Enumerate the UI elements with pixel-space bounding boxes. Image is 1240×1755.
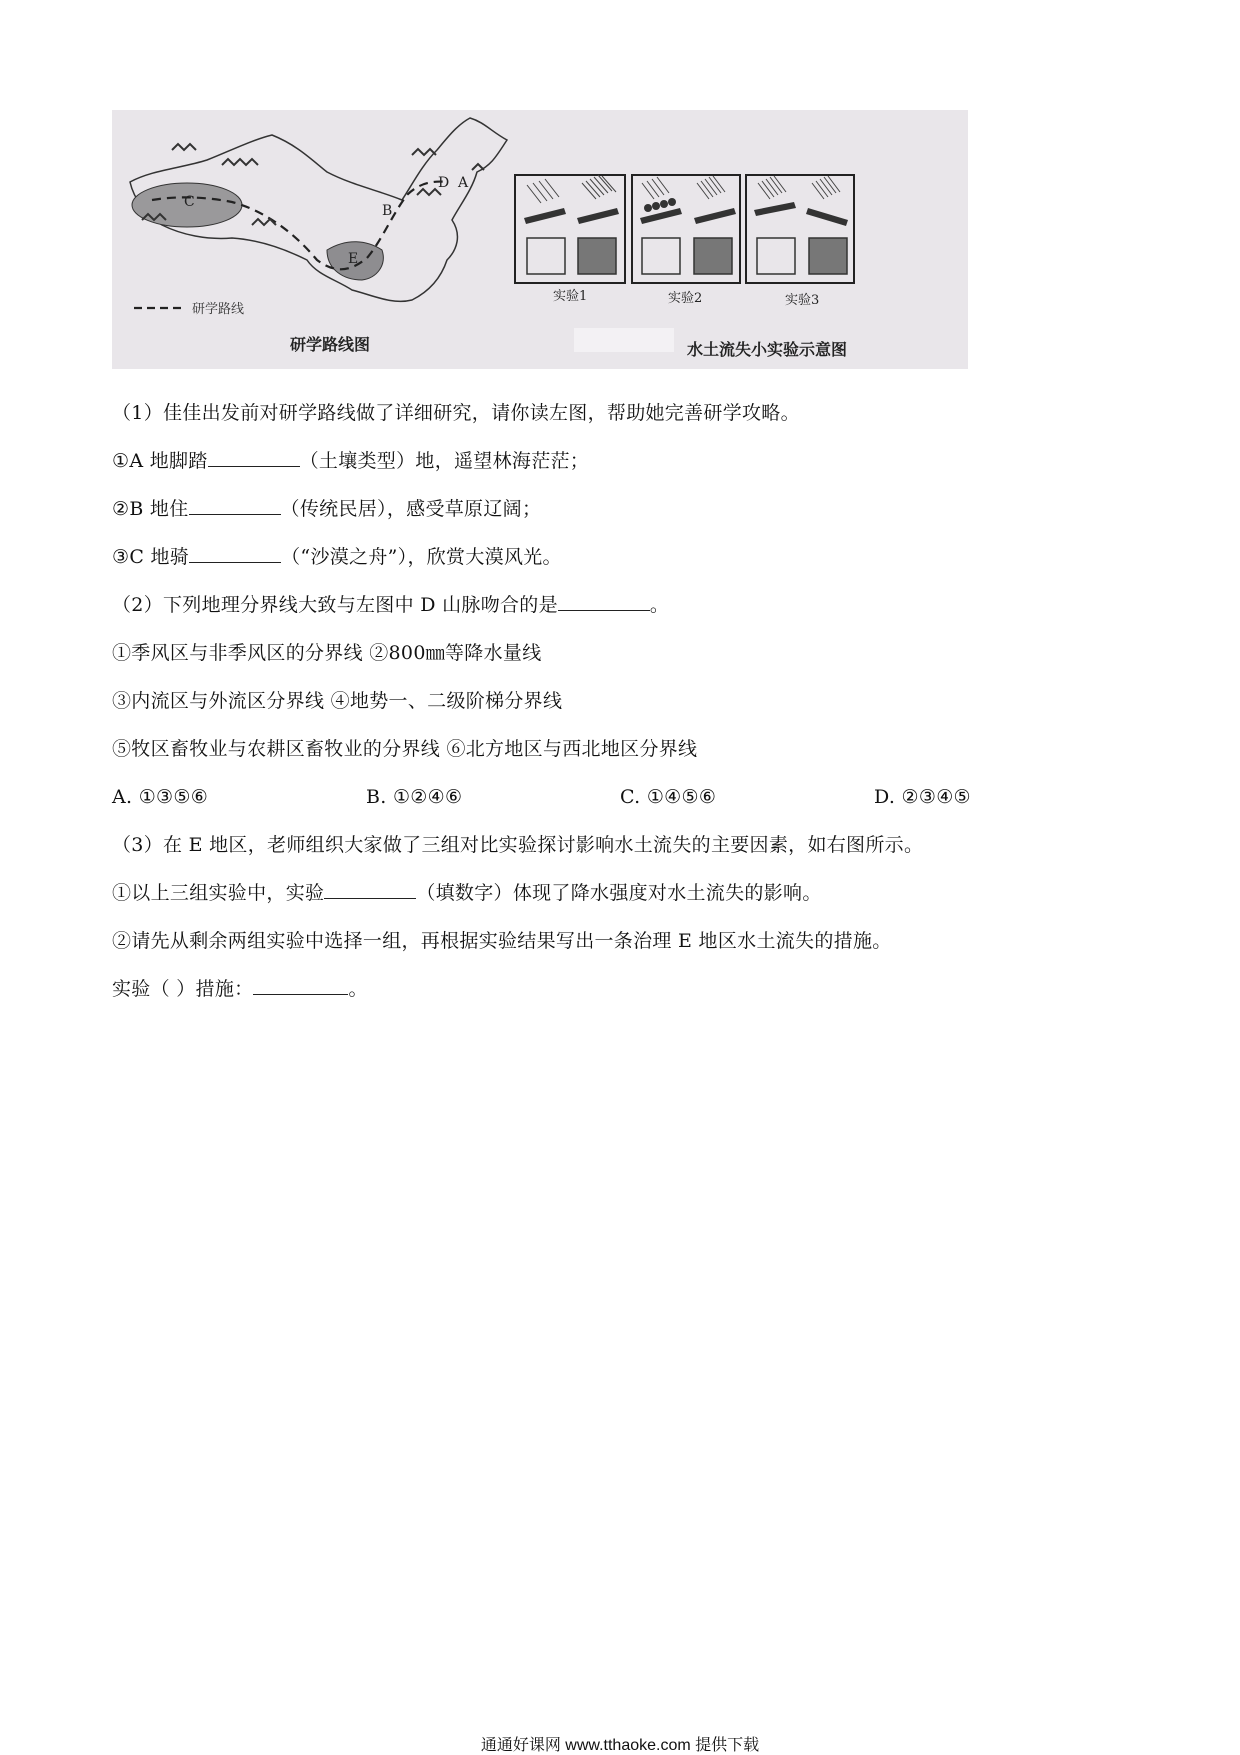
q1-a-pre: ①A 地脚踏 xyxy=(112,450,208,472)
q1-b xyxy=(112,496,541,522)
left-caption: 研学路线图 xyxy=(290,335,371,354)
q3-s1-blank[interactable] xyxy=(324,880,416,899)
q2-line3: ⑤牧区畜牧业与农耕区畜牧业的分界线 ⑥北方地区与西北地区分界线 xyxy=(112,738,698,760)
blurred-patch xyxy=(574,328,674,352)
footer-credit: 通通好课网 www.tthaoke.com 提供下载 xyxy=(480,1737,760,1754)
q3-s1-pre: ①以上三组实验中，实验 xyxy=(112,882,325,904)
q1-a xyxy=(112,448,589,474)
q1-c xyxy=(112,544,562,570)
q3-s1-post: （填数字）体现了降水强度对水土流失的影响。 xyxy=(416,882,822,904)
q3-answer-pre: 实验（ ）措施： xyxy=(112,978,254,1000)
q3-s1 xyxy=(112,880,822,906)
q2-line1: ①季风区与非季风区的分界线 ②800㎜等降水量线 xyxy=(112,642,542,664)
q1-c-blank[interactable] xyxy=(189,544,281,563)
q1-a-post: （土壤类型）地，遥望林海茫茫； xyxy=(299,450,590,472)
experiment-3-label: 实验3 xyxy=(785,293,820,308)
q2-line2: ③内流区与外流区分界线 ④地势一、二级阶梯分界线 xyxy=(112,690,563,712)
q2-stem xyxy=(112,592,669,618)
q3-answer-blank[interactable] xyxy=(253,976,348,995)
q2-blank[interactable] xyxy=(558,592,650,611)
q3-answer-post: 。 xyxy=(348,978,368,1000)
map-label-e: E xyxy=(348,251,359,267)
map-label-c: C xyxy=(184,194,195,210)
experiment-1-label: 实验1 xyxy=(553,289,588,304)
q2-option-d[interactable]: D. ②③④⑤ xyxy=(874,786,971,808)
q2-options xyxy=(112,784,1128,810)
q1-c-post: （“沙漠之舟”），欣赏大漠风光。 xyxy=(281,546,562,568)
figure-image xyxy=(112,110,968,369)
q3-intro: （3）在 E 地区，老师组织大家做了三组对比实验探讨影响水土流失的主要因素，如右图所示。 xyxy=(112,834,924,856)
q1-b-blank[interactable] xyxy=(189,496,281,515)
experiment-panels xyxy=(515,175,854,283)
q2-stem-post: 。 xyxy=(649,594,670,616)
q1-a-blank[interactable] xyxy=(208,448,300,467)
q2-option-c[interactable]: C. ①④⑤⑥ xyxy=(620,786,717,808)
q1-b-post: （传统民居），感受草原辽阔； xyxy=(280,498,542,520)
q3-s2: ②请先从剩余两组实验中选择一组，再根据实验结果写出一条治理 E 地区水土流失的措施。 xyxy=(112,930,892,952)
q3-answer xyxy=(112,976,368,1002)
q1-c-pre: ③C 地骑 xyxy=(112,546,190,568)
map-label-d: D xyxy=(438,175,450,191)
experiment-2-label: 实验2 xyxy=(668,291,703,306)
right-caption: 水土流失小实验示意图 xyxy=(687,340,848,359)
figure-svg xyxy=(112,110,968,369)
legend-label: 研学路线 xyxy=(192,302,245,317)
map-label-b: B xyxy=(382,203,393,219)
q2-stem-pre: （2）下列地理分界线大致与左图中 D 山脉吻合的是 xyxy=(112,594,558,616)
q1-intro: （1）佳佳出发前对研学路线做了详细研究，请你读左图，帮助她完善研学攻略。 xyxy=(112,402,800,424)
map-label-a: A xyxy=(458,175,469,191)
q2-option-b[interactable]: B. ①②④⑥ xyxy=(366,786,463,808)
q1-b-pre: ②B 地住 xyxy=(112,498,189,520)
q2-option-a[interactable]: A. ①③⑤⑥ xyxy=(112,786,209,808)
